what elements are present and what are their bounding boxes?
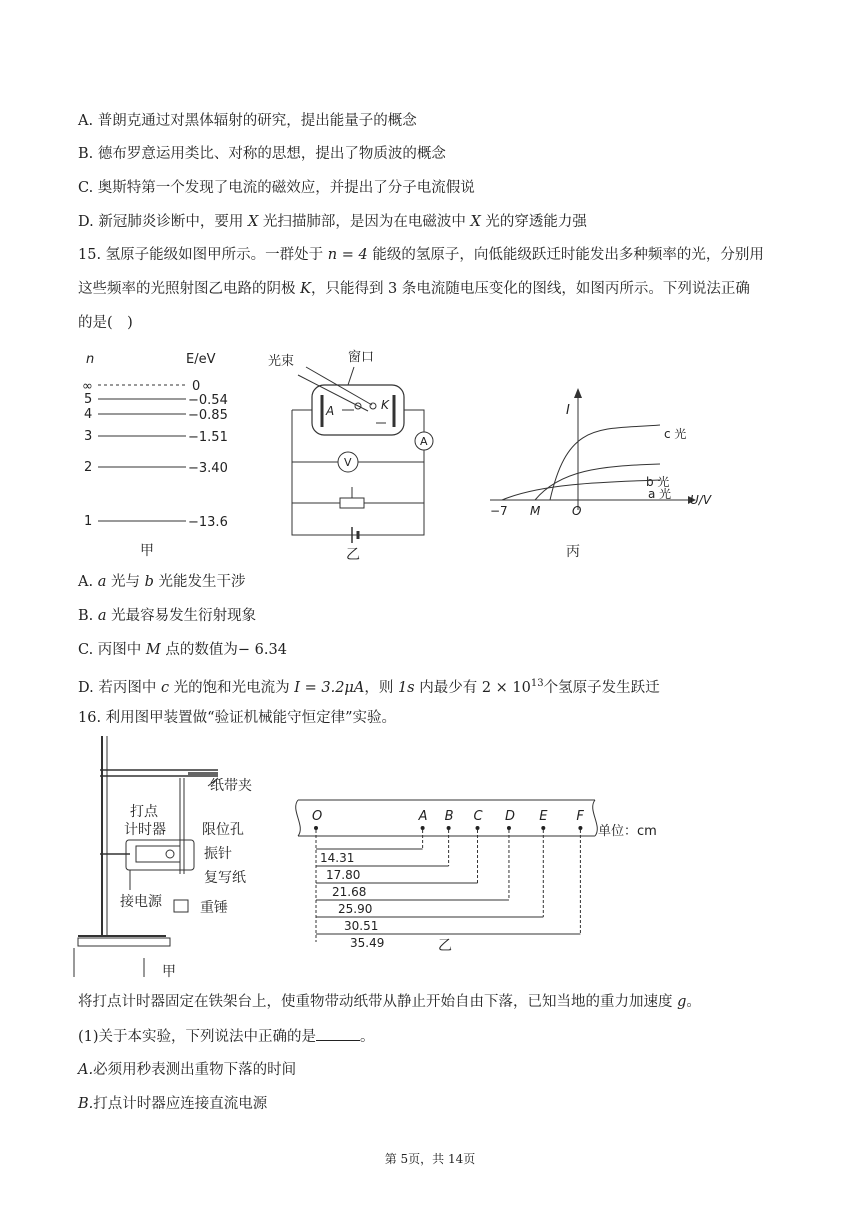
tape-dot-D [507, 826, 511, 830]
level-e-4: −0.85 [188, 408, 228, 423]
curve-a [502, 480, 660, 500]
dimension-label-A: 14.31 [320, 851, 355, 865]
curve-c-label: c 光 [664, 427, 687, 441]
base-icon [78, 938, 170, 946]
tape-dot-O [314, 826, 318, 830]
q15-b-suffix: 光最容易发生衍射现象 [106, 608, 257, 624]
q15-a-it2: b [144, 574, 154, 590]
q14-d-x1: X [247, 214, 259, 230]
tape-point-label-O: O [312, 809, 323, 824]
q15-stem1-b: 能级的氢原子，向低能级跃迁时能发出多种频率的光，分别用 [367, 247, 764, 263]
tape-dot-F [578, 826, 582, 830]
q16-option-a-text: 必须用秒表测出重物下落的时间 [93, 1062, 297, 1078]
iv-curve-graph [480, 380, 730, 565]
tape-clip-label: 纸带夹 [210, 778, 252, 794]
tape-dot-E [541, 826, 545, 830]
i-axis-label: I [566, 403, 570, 418]
ammeter-label: A [420, 435, 428, 448]
q15-stem1-n: n = 4 [327, 247, 368, 263]
limit-hole-label: 限位孔 [202, 822, 244, 838]
dimension-label-F: 35.49 [350, 936, 385, 950]
q15-option-b [78, 606, 256, 626]
window-label: 窗口 [348, 350, 375, 365]
q15-stem-line3: 的是( ) [78, 315, 133, 331]
q15-d-it: c [160, 679, 170, 696]
q15-c-suffix: 点的数值为− 6.34 [160, 642, 287, 658]
light-ray-1 [306, 367, 372, 405]
level-n-2: 2 [84, 460, 93, 475]
q14-option-a: A. 普朗克通过对黑体辐射的研究，提出能量子的概念 [78, 113, 417, 129]
q15-stem-line2 [78, 279, 750, 299]
q15-option-a [78, 572, 245, 592]
q15-d-current: I = 3.2μA [294, 679, 365, 696]
curve-a-label: a 光 [648, 487, 672, 501]
q16-option-b-letter: B. [78, 1096, 94, 1112]
q15-b-prefix: B. [78, 608, 98, 624]
tape-dimensions [316, 849, 580, 950]
outer-circuit-wire [292, 410, 424, 535]
q16-option-b [78, 1094, 267, 1114]
q16-sub1-a: (1)关于本实验，下列说法中正确的是 [78, 1029, 317, 1045]
q15-stem2-k: K [300, 281, 311, 297]
level-e-inf: 0 [192, 379, 201, 394]
level-e-1: −13.6 [188, 515, 228, 530]
q15-stem2-b: ，只能得到 3 条电流随电压变化的图线，如图丙所示。下列说法正确 [310, 281, 750, 297]
tape-point-label-E: E [539, 809, 548, 824]
tape-point-label-D: D [504, 809, 515, 824]
point-m-label: M [530, 504, 541, 518]
weight-label: 重锤 [200, 900, 228, 916]
dimension-label-E: 30.51 [344, 919, 379, 933]
q14-option-d [78, 212, 587, 232]
q15-c-it: M [145, 642, 161, 658]
rheostat-icon [340, 498, 364, 508]
figure-caption-jia-16: 甲 [162, 964, 176, 980]
e-axis-label: E/eV [186, 352, 216, 367]
q15-a-mid: 光与 [106, 574, 145, 590]
q14-d-x2: X [470, 214, 481, 230]
unit-label: 单位：cm [598, 824, 657, 839]
curve-c [550, 425, 660, 500]
needle-label: 振针 [204, 846, 232, 862]
voltmeter-label: V [344, 456, 352, 469]
level-n-1: 1 [84, 514, 93, 529]
figure-caption-bing: 丙 [566, 544, 580, 560]
page-footer: 第 5页，共 14页 [384, 1152, 476, 1166]
q15-stem1-a: 15. 氢原子能级如图甲所示。一群处于 [78, 247, 328, 263]
q15-a-it1: a [97, 574, 107, 590]
q16-desc-g: g [677, 994, 687, 1010]
level-e-3: −1.51 [188, 430, 228, 445]
answer-blank[interactable] [316, 1026, 360, 1041]
q15-d-exponent: 13 [530, 678, 544, 689]
dimension-label-D: 25.90 [338, 902, 373, 916]
q16-option-a-letter: A. [78, 1062, 94, 1078]
power-label: 接电源 [120, 894, 162, 910]
curve-b [535, 464, 660, 500]
i-axis-arrow-icon [574, 388, 582, 398]
q15-d-c: ，则 [364, 679, 398, 696]
level-n-5: 5 [84, 392, 93, 407]
level-n-3: 3 [84, 429, 93, 444]
q16-desc-b: 。 [686, 994, 701, 1010]
q16-sub1 [78, 1026, 375, 1047]
tape-point-label-C: C [473, 809, 483, 824]
carbon-paper-label: 复写纸 [204, 870, 246, 886]
tape-dot-B [447, 826, 451, 830]
q15-a-prefix: A. [78, 574, 98, 590]
dimension-label-B: 17.80 [326, 868, 361, 882]
anode-label: A [326, 404, 335, 418]
q14-d-mid: 光扫描肺部，是因为在电磁波中 [258, 214, 471, 230]
timer-label-line1: 打点 [130, 804, 158, 820]
q15-stem2-a: 这些频率的光照射图乙电路的阴极 [78, 281, 301, 297]
q15-d-b: 光的饱和光电流为 [169, 679, 295, 696]
figure-caption-jia: 甲 [140, 543, 154, 559]
curve-b-label: b 光 [646, 475, 670, 489]
level-e-5: −0.54 [188, 393, 228, 408]
q15-d-d: 内最少有 2 × 10 [414, 679, 531, 696]
q16-description [78, 992, 701, 1012]
electron-1 [370, 403, 376, 409]
q16-option-a [78, 1060, 296, 1080]
figure-caption-yi: 乙 [346, 547, 360, 563]
q14-d-suffix: 光的穿透能力强 [480, 214, 587, 230]
vibrating-needle-icon [166, 850, 174, 858]
figure-caption-yi-16: 乙 [438, 938, 452, 954]
q15-option-c [78, 640, 287, 660]
light-beam-label: 光束 [268, 354, 295, 369]
u-axis-label: U/V [690, 493, 712, 507]
q15-option-d [78, 674, 660, 698]
q15-d-a: D. 若丙图中 [78, 679, 161, 696]
tape-right-tear [593, 800, 598, 836]
q16-option-b-text: 打点计时器应连接直流电源 [93, 1096, 268, 1112]
q16-sub1-b: 。 [360, 1029, 375, 1045]
cathode-label: K [381, 398, 389, 412]
free-fall-apparatus [70, 732, 270, 982]
q14-option-b: B. 德布罗意运用类比、对称的思想，提出了物质波的概念 [78, 146, 446, 162]
dimension-label-C: 21.68 [332, 885, 367, 899]
q15-c-prefix: C. 丙图中 [78, 642, 146, 658]
q15-a-suffix: 光能发生干涉 [153, 574, 246, 590]
level-n-inf: ∞ [82, 379, 93, 394]
energy-level-diagram [78, 345, 258, 565]
q15-b-it: a [97, 608, 107, 624]
tape-left-tear [296, 800, 301, 836]
weight-icon [174, 900, 188, 912]
timer-label-line2: 计时器 [124, 822, 166, 838]
tape-point-label-F: F [576, 809, 584, 824]
paper-tape-diagram [290, 790, 710, 955]
origin-label: O [572, 504, 582, 518]
q15-stem-line1 [78, 245, 764, 265]
q14-option-c: C. 奥斯特第一个发现了电流的磁效应，并提出了分子电流假说 [78, 180, 475, 196]
n-axis-label: n [86, 352, 95, 367]
window-pointer [348, 367, 354, 385]
level-n-4: 4 [84, 407, 93, 422]
tape-clip-icon [188, 772, 218, 777]
q16-desc-a: 将打点计时器固定在铁架台上，使重物带动纸带从静止开始自由下落，已知当地的重力加速度 [78, 994, 678, 1010]
level-e-2: −3.40 [188, 461, 228, 476]
tick-minus7: −7 [490, 504, 508, 518]
q15-d-1s: 1s [397, 679, 415, 696]
timer-coil-icon [136, 846, 180, 862]
tape-point-label-A: A [418, 809, 428, 824]
q14-d-prefix: D. 新冠肺炎诊断中，要用 [78, 214, 248, 230]
tape-dot-C [476, 826, 480, 830]
q15-d-e: 个氢原子发生跃迁 [543, 679, 660, 696]
photoelectric-circuit-diagram [268, 345, 448, 565]
q16-stem: 16. 利用图甲装置做“验证机械能守恒定律”实验。 [78, 710, 396, 726]
tape-point-label-B: B [444, 809, 454, 824]
tape-dot-A [421, 826, 425, 830]
